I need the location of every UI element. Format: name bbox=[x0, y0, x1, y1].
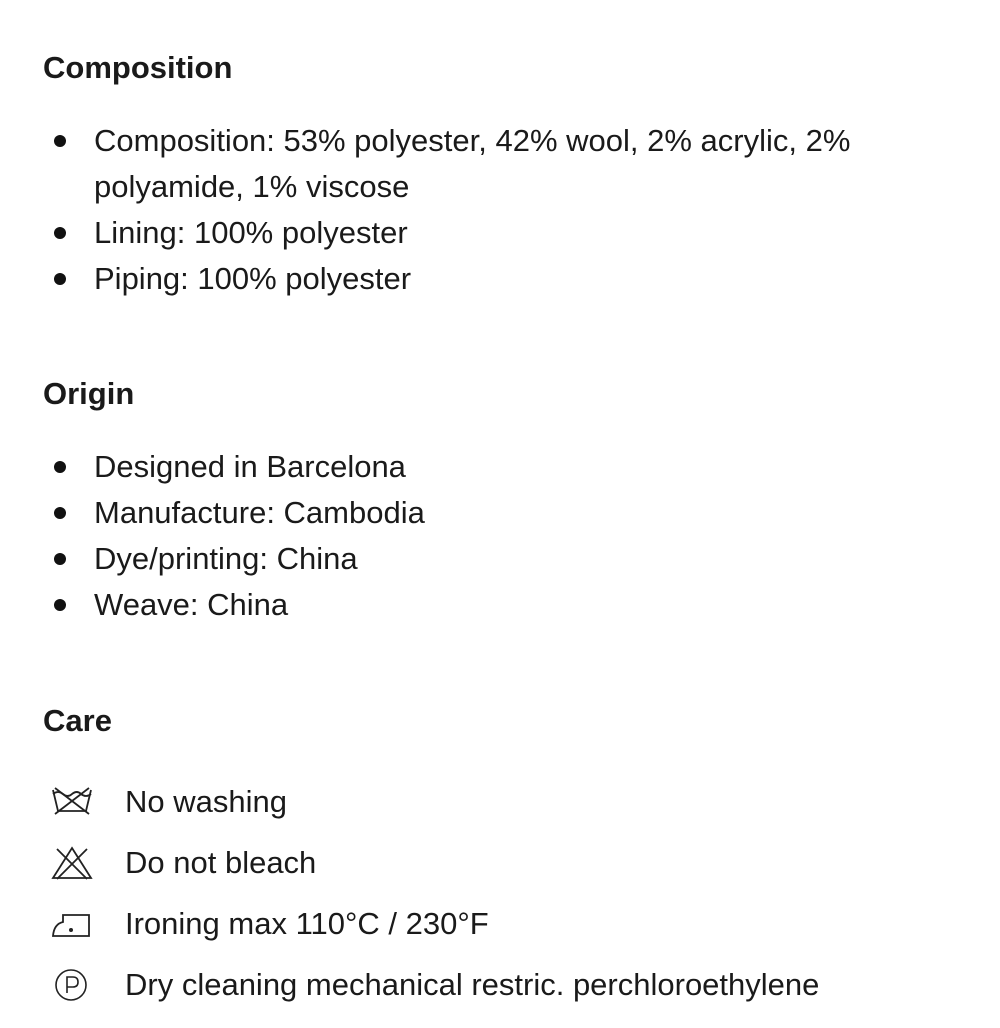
care-item bbox=[43, 784, 963, 845]
composition-item-text: Composition: 53% polyester, 42% wool, 2% acrylic, 2% polyamide, 1% viscose bbox=[94, 123, 851, 204]
bullet-dot-icon bbox=[54, 135, 66, 147]
list-item bbox=[43, 256, 933, 302]
dye-item-text: Dye/printing: China bbox=[94, 541, 358, 576]
list-item bbox=[43, 536, 933, 582]
designed-item-text: Designed in Barcelona bbox=[94, 449, 406, 484]
manufacture-item-text: Manufacture: Cambodia bbox=[94, 495, 425, 530]
list-item bbox=[43, 444, 933, 490]
care-label: Dry cleaning mechanical restric. perchloroethylene bbox=[125, 967, 820, 1002]
piping-item-text: Piping: 100% polyester bbox=[94, 261, 412, 296]
ironing-icon bbox=[49, 906, 95, 942]
care-item bbox=[43, 906, 963, 967]
list-item bbox=[43, 490, 933, 536]
care-item bbox=[43, 967, 963, 1028]
care-label: Ironing max 110°C / 230°F bbox=[125, 906, 489, 941]
care-heading: Care bbox=[43, 703, 112, 738]
bullet-dot-icon bbox=[54, 273, 66, 285]
composition-heading: Composition bbox=[43, 50, 233, 85]
bullet-dot-icon bbox=[54, 507, 66, 519]
list-item bbox=[43, 210, 933, 256]
weave-item-text: Weave: China bbox=[94, 587, 289, 622]
bullet-dot-icon bbox=[54, 461, 66, 473]
origin-list bbox=[43, 444, 933, 628]
bullet-dot-icon bbox=[54, 599, 66, 611]
do-not-bleach-icon bbox=[49, 845, 95, 881]
bullet-dot-icon bbox=[54, 227, 66, 239]
composition-list bbox=[43, 118, 933, 302]
lining-item-text: Lining: 100% polyester bbox=[94, 215, 408, 250]
care-label: No washing bbox=[125, 784, 287, 819]
origin-heading: Origin bbox=[43, 376, 135, 411]
bullet-dot-icon bbox=[54, 553, 66, 565]
no-washing-icon bbox=[49, 784, 95, 820]
list-item bbox=[43, 118, 933, 210]
list-item bbox=[43, 582, 933, 628]
care-list bbox=[43, 784, 963, 1028]
dry-clean-p-icon bbox=[49, 967, 95, 1003]
care-item bbox=[43, 845, 963, 906]
care-label: Do not bleach bbox=[125, 845, 317, 880]
